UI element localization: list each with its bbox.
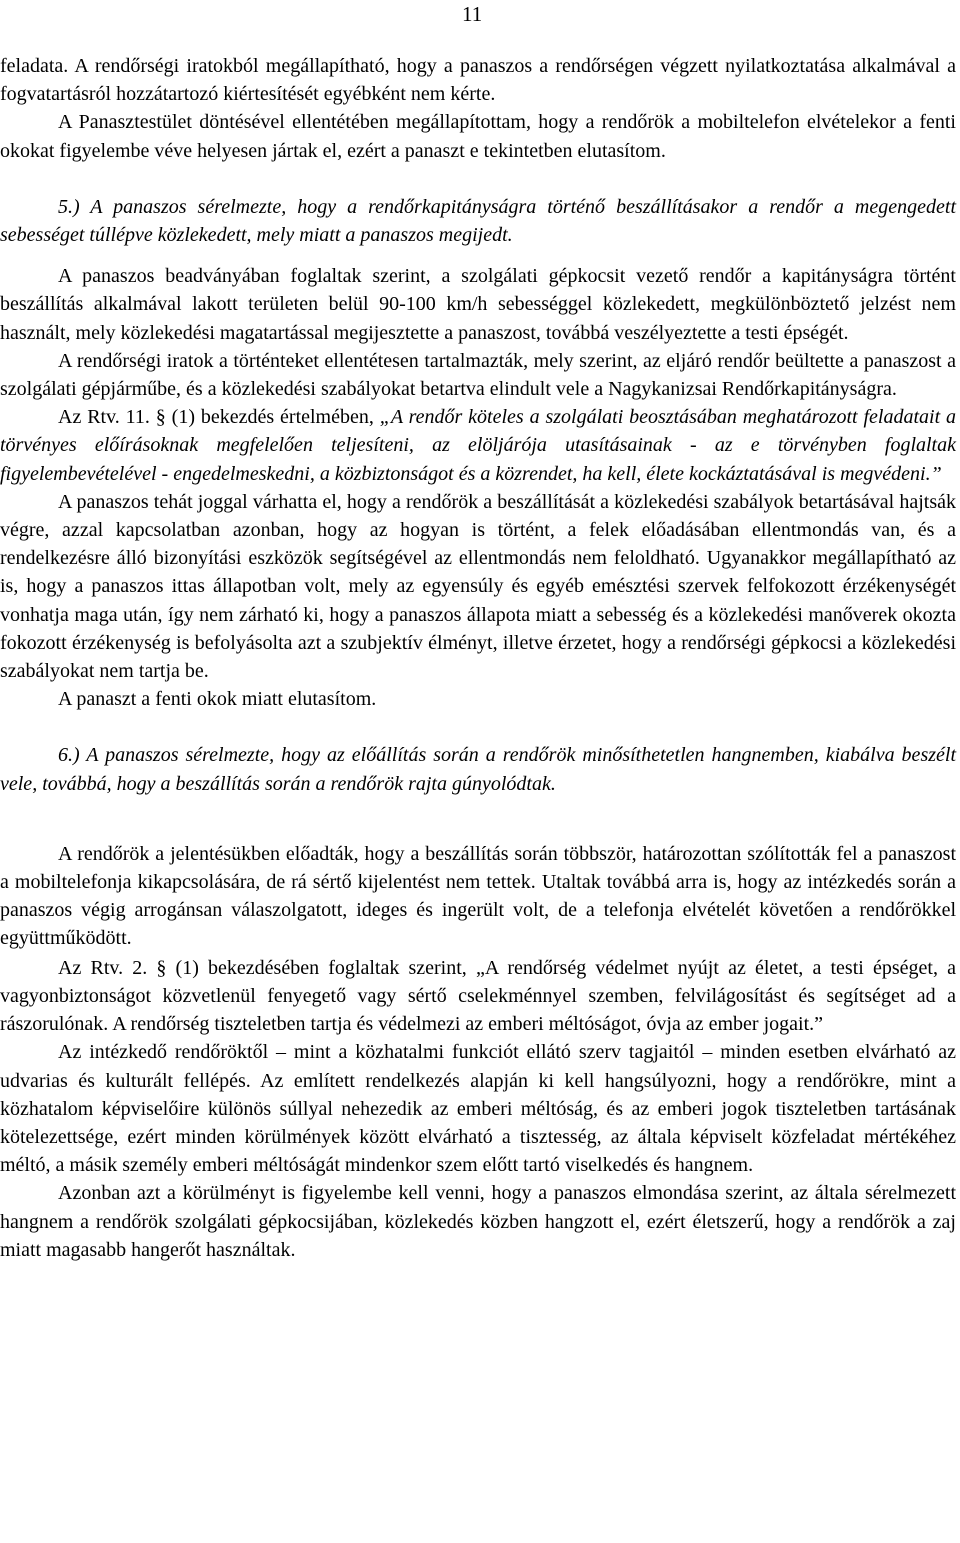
- complaint-5-heading: 5.) A panaszos sérelmezte, hogy a rendőrkapitányságra történő beszállításakor a rendőr a megengedett sebességet túllépve közlekedett, mely miatt a panaszos megijedt.: [0, 195, 956, 247]
- paragraph-noise-circumstance: Azonban azt a körülményt is figyelembe kell venni, hogy a panaszos elmondása szerint, az általa sérelmezett hangnem a rendőrök szolgálati gépkocsijában, közlekedés közben hangzott el, ezért életszerű, hogy a rendőrök a zaj miatt magasabb hangerőt használtak.: [0, 1182, 956, 1261]
- paragraph-rejection: A panaszt a fenti okok miatt elutasítom.: [58, 688, 377, 711]
- page-number: 11: [462, 2, 483, 26]
- complaint-6-heading: 6.) A panaszos sérelmezte, hogy az előállítás során a rendőrök minősíthetetlen hangnemben, kiabálva beszélt vele, továbbá, hogy a beszállítás során a rendőrök rajta gúnyolódtak.: [0, 744, 956, 795]
- paragraph-complainant-submission: A panaszos beadványában foglaltak szerint, a szolgálati gépkocsit vezető rendőr a kapitányságra történt beszállítás alkalmával lakott területen belül 90-100 km/h sebességgel közlekedett, megkülönböztető jelzést nem használt, mely közlekedési magatartással megijesztette a panaszost, továbbá veszélyeztette a testi épségét.: [0, 265, 956, 344]
- paragraph-rtv-2: Az Rtv. 2. § (1) bekezdésében foglaltak szerint, „A rendőrség védelmet nyújt az életet, a testi épséget, a vagyonbiztonságot közvetlenül fenyegető vagy sértő cselekménnyel szemben, felvilágosítást és segítséget ad a rászorulónak. A rendőrség tiszteletben tartja és védelmezi az emberi méltóságot, óvja az ember jogait.”: [0, 956, 956, 1036]
- paragraph-police-report: A rendőrök a jelentésükben előadták, hogy a beszállítás során többször, határozottan szólították fel a panaszost a mobiltelefonja kikapcsolására, de rá sértő kijelentést nem tettek. Utaltak továbbá arra is, hogy az intézkedés során a panaszos végig arrogánsan válaszolgatott, ideges és ingerült volt, de a telefonja elvételét követően a rendőrökkel együttműködött.: [0, 842, 956, 950]
- paragraph-continuation: feladata. A rendőrségi iratokból megállapítható, hogy a panaszos a rendőrségen végzett nyilatkoztatása alkalmával a fogvatartásról hozzátartozó kiértesítését egyébként nem kérte.: [0, 55, 956, 106]
- paragraph-conduct-expectation: Az intézkedő rendőröktől – mint a közhatalmi funkciót ellátó szerv tagjaitól – minden esetben elvárható az udvarias és kulturált fellépés. Az említett rendelkezés alapján ki kell hangsúlyozni, hogy a rendőrökre, mint a közhatalom képviselőire különös súllyal nehezedik az emberi méltóság, és az emberi jogok tiszteletben tartásának kötelezettsége, ezért minden körülmények között elvárható a tisztesség, az általa képviselt közfeladat mértékéhez méltó, a másik személy emberi méltóságát mindenkor szem előtt tartó viselkedés és hangnem.: [0, 1041, 956, 1177]
- paragraph-panasztestulet-decision: A Panasztestület döntésével ellentétében megállapítottam, hogy a rendőrök a mobiltelefon elvételekor a fenti okokat figyelembe véve helyesen jártak el, ezért a panaszt e tekintetben elutasítom.: [0, 111, 956, 162]
- rtv-11-intro: Az Rtv. 11. § (1) bekezdés értelmében,: [58, 406, 380, 429]
- rtv-11-quote: „A rendőr köteles a szolgálati beosztásában meghatározott feladatait a törvényes előírásoknak megfelelően teljesíteni, az elöljárója utasításainak - az e törvényben foglaltak figyelembevételével - engedelmeskedni, a közbiztonságot és a közrendet, ha kell, élete kockáztatásával is megvédeni.”: [0, 406, 956, 485]
- paragraph-police-records: A rendőrségi iratok a történteket ellentétesen tartalmazták, mely szerint, az eljáró rendőr beültette a panaszost a szolgálati gépjárműbe, és a közlekedési szabályokat betartva elindult vele a Nagykanizsai Rendőrkapitányságra.: [0, 349, 956, 401]
- document-body: [0, 52, 956, 1264]
- paragraph-assessment: A panaszos tehát joggal várhatta el, hogy a rendőrök a beszállítását a közlekedési szabályok betartásával hajtsák végre, azzal kapcsolatban azonban, hogy az hogyan is történt, a felek előadásában ellentmondás van, és a rendelkezésre álló bizonyítási eszközök segítségével az ellentmondás nem feloldható. Ugyanakkor megállapítható az is, hogy a panaszos ittas állapotban volt, mely az egyensúly és egyéb emésztési szervek felfokozott érzékenységét vonhatja maga után, így nem zárható ki, hogy a panaszos állapota miatt a sebesség és a közlekedési manőverek okozta fokozott érzékenység is befolyásolta azt a szubjektív élményt, illetve érzetet, hogy a rendőrségi gépkocsi a közlekedési szabályokat nem tartja be.: [0, 490, 956, 683]
- paragraph-rtv-11: [0, 403, 956, 488]
